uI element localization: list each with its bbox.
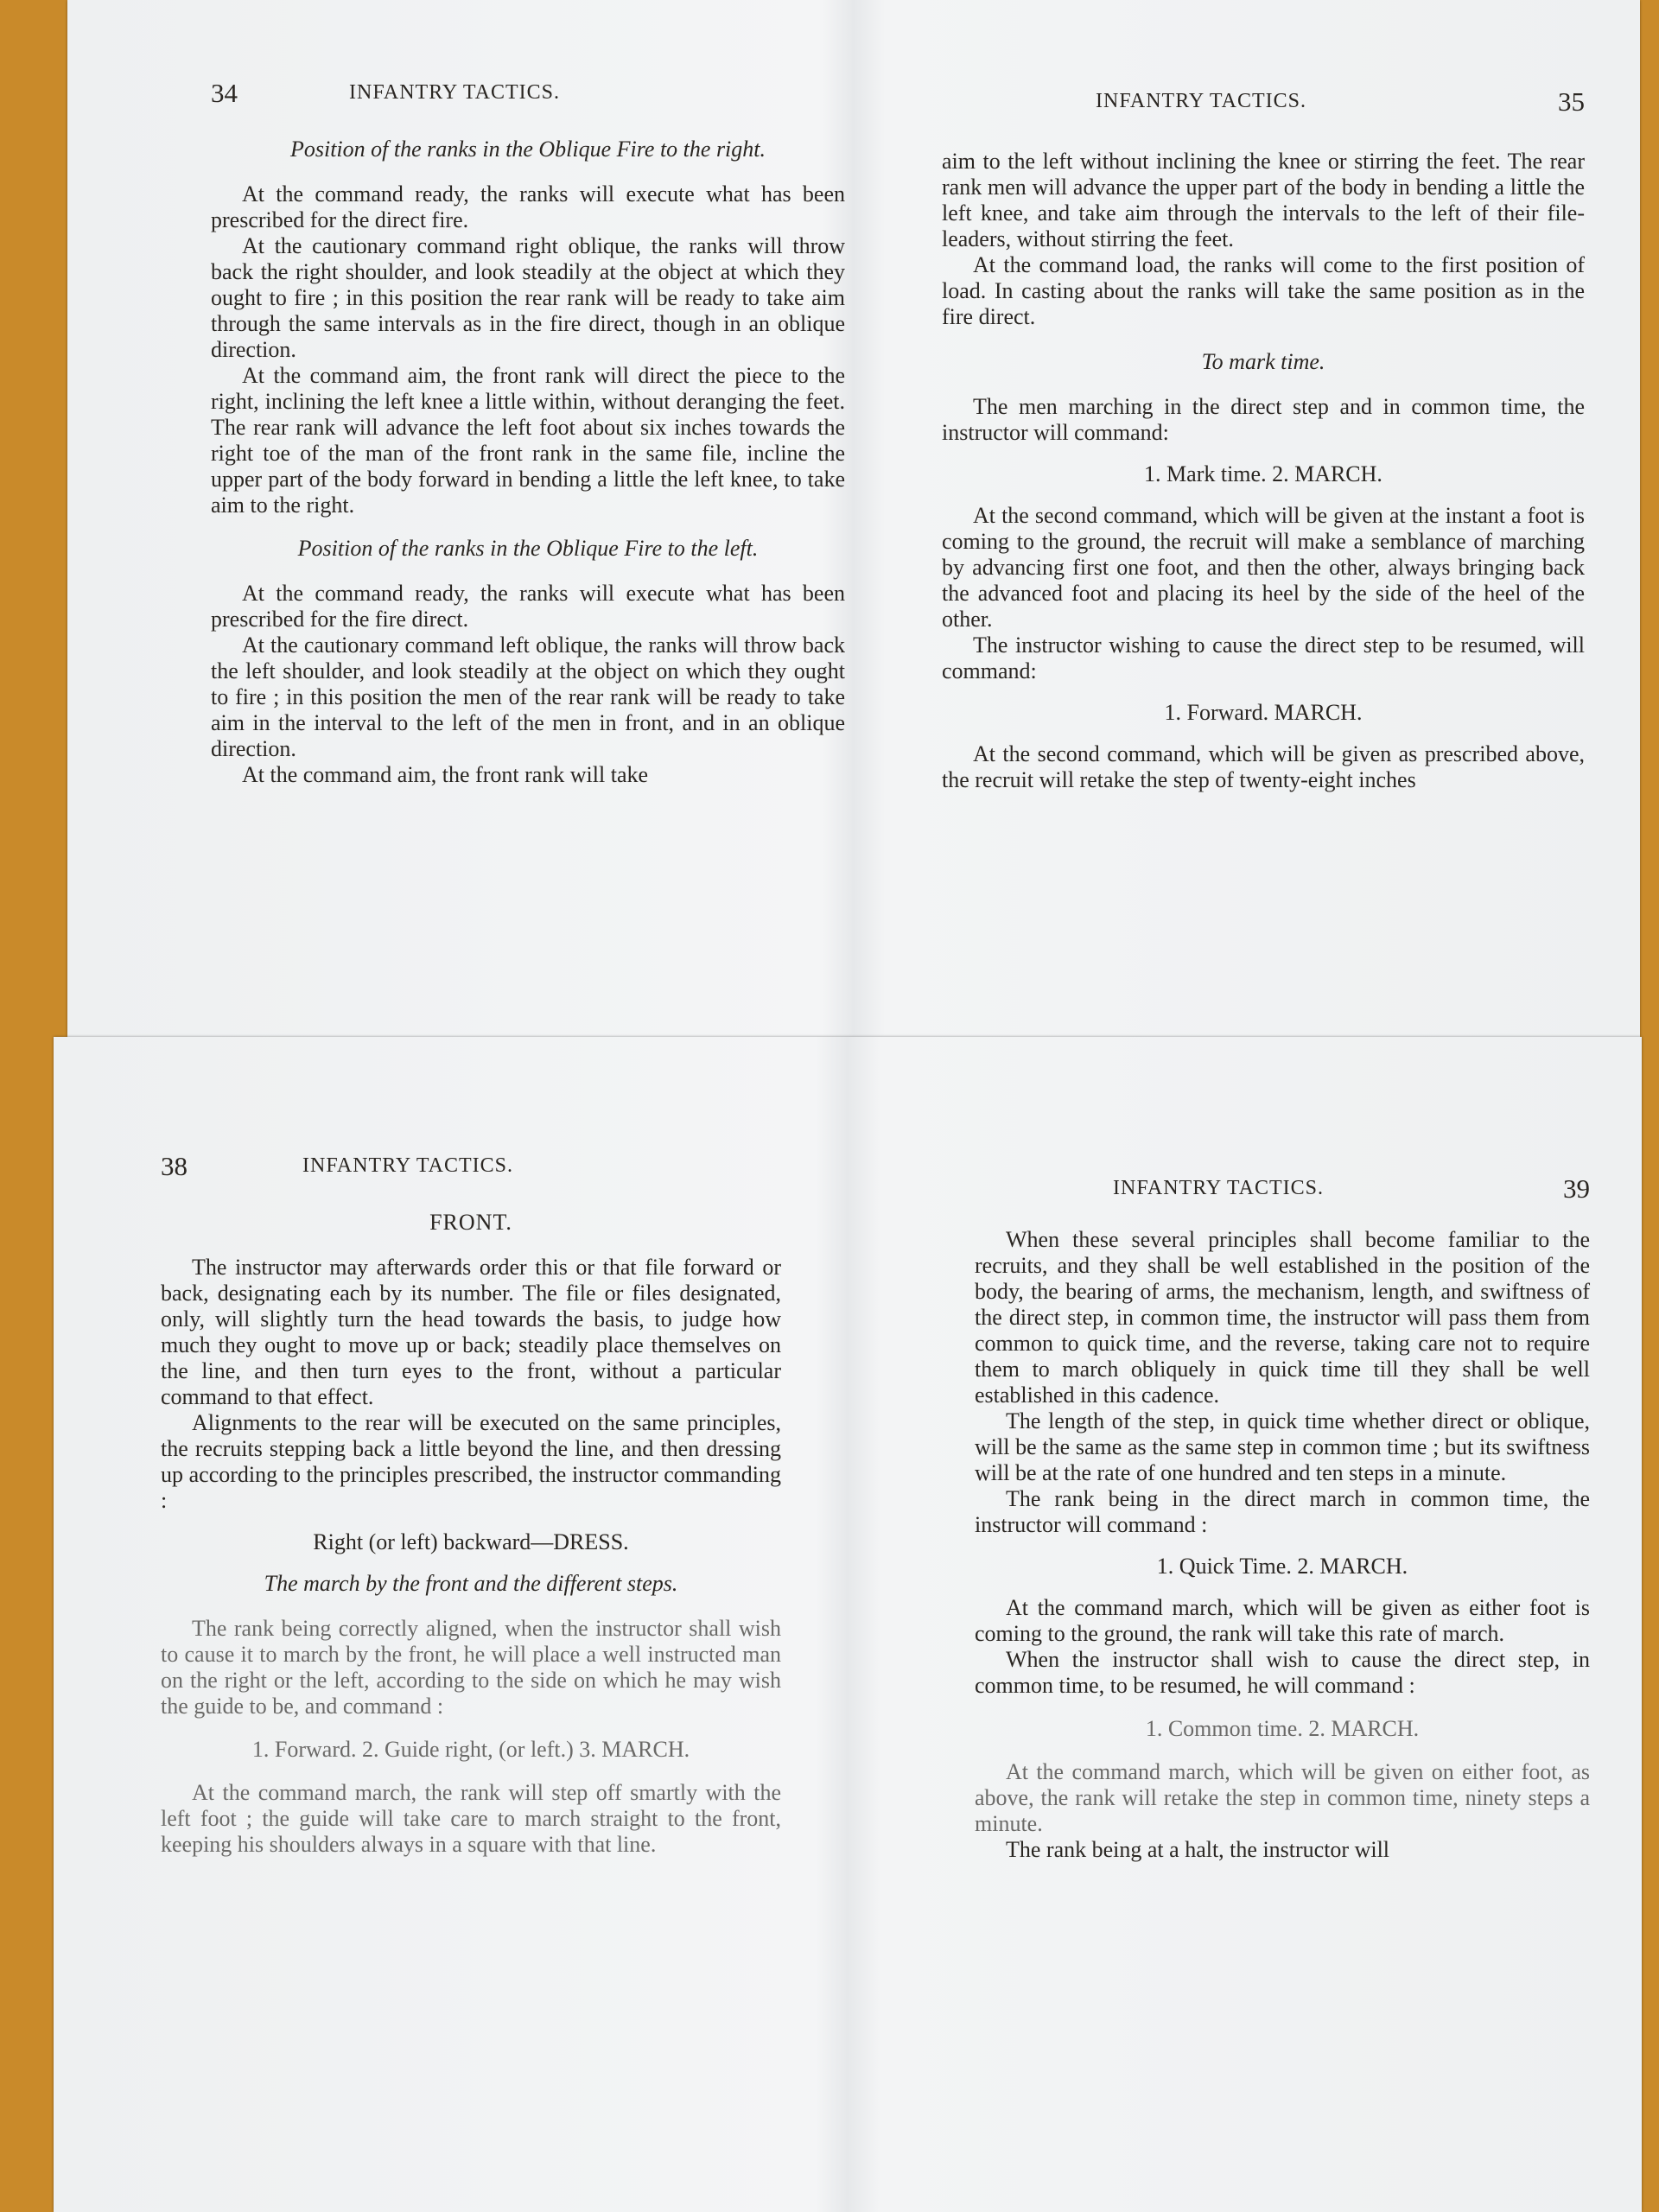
paragraph: At the command aim, the front rank will take (242, 762, 649, 787)
paragraph: The men marching in the direct step and in common time, the instructor will command: (942, 394, 1585, 445)
paragraph: The instructor wishing to cause the direct step to be resumed, will command: (942, 632, 1585, 683)
paragraph: At the command load, the ranks will come to the first position of load. In casting about the ranks will take the same position as in the fire direct. (942, 252, 1585, 329)
spread-bottom (54, 1037, 1642, 2212)
page-header (975, 1173, 1590, 1208)
paragraph: When the instructor shall wish to cause the direct step, in common time, to be resumed, he will command : (975, 1647, 1590, 1698)
paragraph: At the second command, which will be given at the instant a foot is coming to the ground, the recruit will make a semblance of marching by advancing first one foot, and then the other, always bringing back the advanced foot and placing its heel by the side of the heel of the other. (942, 503, 1585, 632)
paragraph: At the command aim, the front rank will direct the piece to the right, inclining the left knee a little within, without deranging the feet. The rear rank will advance the left foot about six inches towards the right toe of the man of the front rank in the same file, incline the upper part of the body forward in bending a little the left knee, to take aim to the right. (211, 363, 845, 518)
paragraph: At the command march, which will be given on either foot, as above, the rank will retake the step in common time, ninety steps a minute. (975, 1759, 1590, 1836)
section-heading: To mark time. (1201, 349, 1325, 374)
paragraph: At the command march, the rank will step off smartly with the left foot ; the guide will take care to march straight to the front, keeping his shoulders always in a square with that line. (161, 1780, 781, 1857)
running-title: INFANTRY TACTICS. (1113, 1177, 1324, 1199)
command-line: 1. Forward. MARCH. (1164, 700, 1363, 725)
page-39 (975, 1173, 1590, 2193)
paragraph: At the command ready, the ranks will execute what has been prescribed for the fire direct. (211, 581, 845, 632)
paragraph: The length of the step, in quick time whether direct or oblique, will be the same as the same step in common time ; but its swiftness will be at the rate of one hundred and ten steps in a minute. (975, 1408, 1590, 1485)
command-line: Right (or left) backward—DRESS. (313, 1529, 629, 1554)
page-34 (211, 78, 845, 1028)
paragraph: At the cautionary command left oblique, the ranks will throw back the left shoulder, and look steadily at the object on which they ought to fire ; in this position the men of the rear rank will be ready to take aim in the interval to the left of the men in front, and in an oblique direction. (211, 632, 845, 761)
page-number: 35 (1558, 86, 1585, 117)
page-38 (161, 1151, 781, 2188)
paragraph: At the cautionary command right oblique, the ranks will throw back the right shoulder, and look steadily at the object at which they ought to fire ; in this position the rear rank will be ready to take aim through the same intervals as in the fire direct, though in an oblique direction. (211, 233, 845, 362)
page-header (161, 1151, 781, 1185)
command-line: 1. Mark time. 2. MARCH. (1144, 461, 1382, 486)
paragraph: The rank being at a halt, the instructor will (1006, 1837, 1390, 1862)
section-heading: FRONT. (429, 1210, 512, 1235)
paragraph: Alignments to the rear will be executed on the same principles, the recruits stepping back a little beyond the line, and then dressing up according to the principles prescribed, the instructor commanding : (161, 1410, 781, 1513)
running-title: INFANTRY TACTICS. (349, 81, 560, 104)
page-number: 39 (1563, 1173, 1590, 1204)
page-header (942, 86, 1585, 121)
page-number: 34 (211, 78, 238, 108)
paragraph: At the command march, which will be given as either foot is coming to the ground, the rank will take this rate of march. (975, 1595, 1590, 1646)
paragraph: At the second command, which will be given as prescribed above, the recruit will retake the step of twenty-eight inches (942, 741, 1585, 792)
page-header (211, 78, 845, 112)
section-heading: Position of the ranks in the Oblique Fire to the left. (297, 536, 759, 561)
page-35 (942, 86, 1585, 1028)
running-title: INFANTRY TACTICS. (1096, 90, 1306, 112)
running-title: INFANTRY TACTICS. (302, 1154, 513, 1177)
section-heading: Position of the ranks in the Oblique Fire to the right. (289, 137, 766, 162)
page-number: 38 (161, 1151, 188, 1181)
paragraph: The rank being in the direct march in common time, the instructor will command : (975, 1486, 1590, 1537)
paragraph: The instructor may afterwards order this or that file forward or back, designating each by its number. The file or files designated, only, will slightly turn the head towards the basis, to judge how much they ought to move up or back; steadily place themselves on the line, and then turn eyes to the front, without a particular command to that effect. (161, 1255, 781, 1409)
paragraph: When these several principles shall become familiar to the recruits, and they shall be well established in the position of the body, the bearing of arms, the mechanism, length, and swiftness of the direct step, in common time, the instructor will pass them from common to quick time, and the reverse, taking care not to require them to march obliquely in quick time till they shall be well established in this cadence. (975, 1227, 1590, 1408)
paragraph: The rank being correctly aligned, when the instructor shall wish to cause it to march by the front, he will place a well instructed man on the right or the left, according to the side on which he may wish the guide to be, and command : (161, 1616, 781, 1719)
command-line: 1. Forward. 2. Guide right, (or left.) 3. MARCH. (251, 1737, 690, 1762)
command-line: 1. Quick Time. 2. MARCH. (1156, 1554, 1408, 1579)
spread-top (67, 0, 1640, 1037)
paragraph: aim to the left without inclining the knee or stirring the feet. The rear rank men will advance the upper part of the body in bending a little the left knee, and take aim through the intervals to the left of their file-leaders, without stirring the feet. (942, 149, 1585, 251)
section-heading: The march by the front and the different steps. (264, 1571, 678, 1596)
paragraph: At the command ready, the ranks will execute what has been prescribed for the direct fire. (211, 181, 845, 232)
command-line: 1. Common time. 2. MARCH. (1145, 1716, 1420, 1741)
